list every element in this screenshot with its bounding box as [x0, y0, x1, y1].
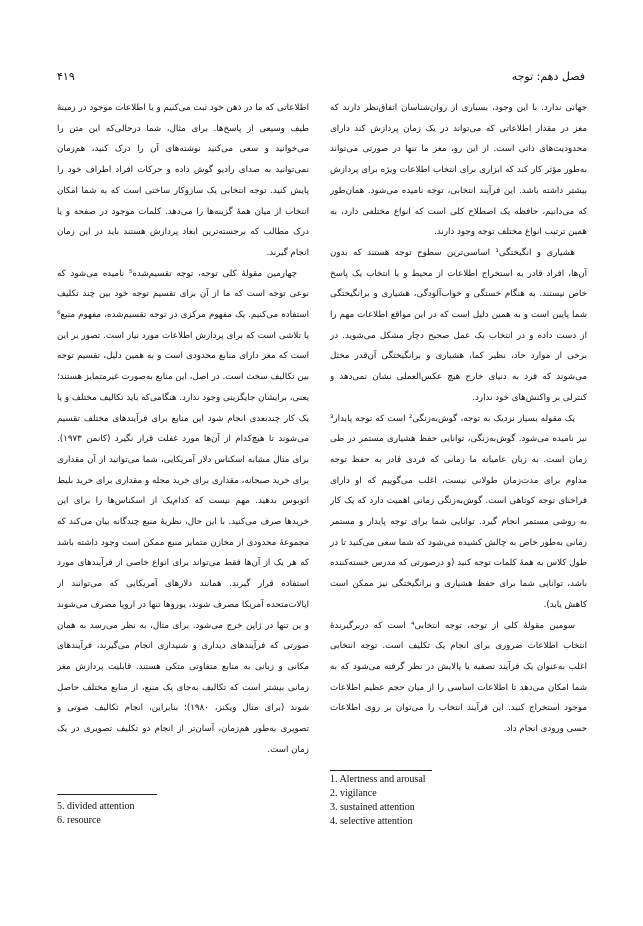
footnotes-right — [330, 773, 590, 829]
paragraph: چهارمین مقولهٔ کلی توجه، توجه تقسیم‌شده⁵ نامیده می‌شود که نوعی توجه است که ما از آن برای تقسیم توجه خود بین چند تکلیف استفاده می‌کنیم. یک مفهوم مرکزی در توجه تقسیم‌شده، مفهوم منبع⁶ یا تلاشی است که برای پردازش اطلاعات مورد نیاز است. تصور بر این است که مغز دارای منابع محدودی است و به همین دلیل، تقسیم توجه بین تکالیف سخت است. در اصل، این منابع به‌صورت غیرمتمایز هستند؛ یعنی، برایشان جایگزینی وجود ندارد. هنگامی‌که باید تکالیف مختلف و یا یک کار چندبعدی انجام شود این منابع برای فرآیندهای مختلف تقسیم می‌شوند تا هیچ‌کدام از آن‌ها مورد غفلت قرار نگیرد (کانمن ۱۹۷۳). برای مثال مشابه اسکناس دلار آمریکایی، شما می‌توانید از آن مقداری برای خرید صبحانه، مقداری برای خرید مجله و مقداری برای خرید بلیط اتوبوس بدهید. مهم نیست که کدام‌یک از اسکناس‌ها را برای این خریدها صرف می‌کنید. با این حال، نظریهٔ منبع چندگانه بیان می‌کند که مجموعهٔ محدودی از مخازن متمایز منبع ممکن است وجود داشته باشد که هر یک از آن‌ها فقط می‌تواند برای انواع خاصی از فرآیندهای مورد استفاده قرار گیرند. همانند دلارهای آمریکایی که می‌توانند از ایالات‌متحده آمریکا مصرف شوند، یوروها تنها در اروپا مصرف می‌شوند و ین تنها در ژاپن خرج می‌شود. برای مثال، به نظر می‌رسد به همان صورتی که فرآیندهای دیداری و شنیداری انجام می‌گیرند، فرآیندهای مکانی و زبانی به منابع متفاوتی متکی هستند. قابلیت پردازش مغز زمانی بیشتر است که تکالیف به‌جای یک منبع، از منابع مختلف حاصل شوند (برای مثال ویکنز، ۱۹۸۰)؛ بنابراین، انجام تکالیف صوتی و تصویری به‌طور هم‌زمان، آسان‌تر از انجام دو تکلیف تصویری در یک زمان است. — [57, 268, 309, 755]
footnote-divider — [57, 794, 157, 795]
chapter-title: فصل دهم: توجه — [511, 70, 585, 83]
footnote: 4. selective attention — [330, 816, 413, 827]
paragraph: جهانی ندارد. با این وجود، بسیاری از روان‌شناسان اتفاق‌نظر دارند که مغز در مقدار اطلاعاتی که می‌تواند در یک زمان پردازش کند دارای محدودیت‌های ذاتی است. از این رو، مغز ما تنها در صورتی می‌تواند به‌طور مؤثر کار کند که ابزاری برای انتخاب اطلاعات ویژه برای پردازش بیشتر داشته باشد. این فرآیند انتخابی، توجه نامیده می‌شود. همان‌طور که می‌دانیم، حافظه یک اصطلاح کلی است که انواع مختلفی دارد، به همین ترتیب انواع مختلف توجه وجود دارند. — [330, 103, 587, 238]
paragraph: اطلاعاتی که ما در ذهن خود ثبت می‌کنیم و یا اطلاعات موجود در زمینهٔ طیف وسیعی از پاسخ‌ها. برای مثال، شما درحالی‌که این متن را می‌خوانید و سعی می‌کنید نوشته‌های آن را درک کنید، هم‌زمان نمی‌توانید به صدای رادیو گوش داده و حرکات افراد اطراف خود را پایش کنید. توجه انتخابی یک سازوکار ساختی است که به شما امکان انتخاب از میان همهٔ گزینه‌ها را می‌دهد. کلمات موجود در صفحه و یا درک مطالب که برجسته‌ترین ابعاد پردازش هستند باید در این زمان انجام گیرند. — [57, 103, 309, 258]
footnote-divider — [330, 770, 432, 771]
paragraph: هشیاری و انگیختگی¹ اساسی‌ترین سطوح توجه هستند که بدون آن‌ها، افراد قادر به استخراج اطلاعات از محیط و یا انتخاب یک پاسخ خاص نیستند. به هنگام خستگی و خواب‌آلودگی، هشیاری و برانگیختگی شما پایین است و به همین دلیل است که در این مواقع اطلاعات مهم را از دست داده و در انتخاب یک عمل صحیح دچار مشکل می‌شوید. در برخی از موارد حاد، نظیر کما، هشیاری و برانگیختگی آن‌قدر مختل می‌شوند که فرد به دنیای خارج هیچ عکس‌العملی نشان نمی‌دهد و کنترلی بر واکنش‌های خود ندارد. — [330, 247, 587, 403]
paragraph: سومین مقولهٔ کلی از توجه، توجه انتخابی⁴ است که دربرگیرندهٔ انتخاب اطلاعات ضروری برای انجام یک تکلیف است. توجه انتخابی اغلب به‌عنوان یک فرآیند تصفیه یا پالایش در نظر گرفته می‌شود که به شما امکان می‌دهد تا اطلاعات اساسی را از میان حجم عظیم اطلاعات موجود استخراج کنید. این فرآیند انتخاب را می‌توان بر روی اطلاعات حسی ورودی انجام داد. — [330, 620, 587, 735]
page-number: ۴۱۹ — [57, 70, 75, 83]
footnote: 2. vigilance — [330, 788, 377, 799]
paragraph: یک مقوله بسیار نزدیک به توجه، گوش‌به‌زنگی² است که توجه پایدار³ نیز نامیده می‌شود. گوش‌به‌زنگی، توانایی حفظ هشیاری مستمر در طی زمان است. به زبان عامیانه ما زمانی که فردی قادر به حفظ توجه مداوم برای مدت‌زمان طولانی نیست، اغلب می‌گوییم که او دارای فراخنای توجه کوتاهی است. گوش‌به‌زنگی زمانی اهمیت دارد که یک کار به روشی مستمر انجام گیرد. توانایی شما برای توجه پایدار و مستمر زمانی به‌طور خاص به چالش کشیده می‌شود که شما سعی می‌کنید تا در طول کلاس به همهٔ کلمات توجه کنید (و درصورتی که مدرس خسته‌کننده باشد، توانایی شما برای حفظ هشیاری و برانگیختگی نیز ممکن است کاهش یابد). — [330, 413, 587, 610]
footnote: 6. resource — [57, 815, 101, 826]
left-text-column — [57, 98, 309, 788]
right-text-column — [330, 98, 587, 764]
footnote: 1. Alertness and arousal — [330, 774, 426, 785]
footnote: 5. divided attention — [57, 801, 135, 812]
footnote: 3. sustained attention — [330, 802, 415, 813]
footnotes-left — [57, 800, 307, 828]
